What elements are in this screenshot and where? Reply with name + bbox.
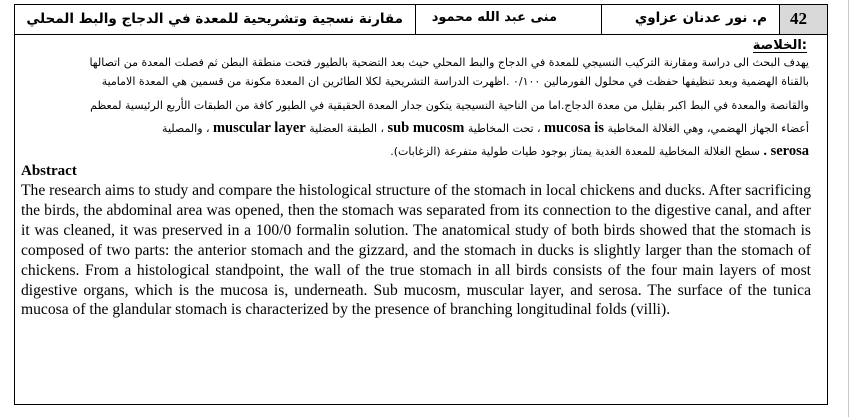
arabic-abstract-line: يهدف البحث الى دراسة ومقارنة التركيب النسيجي للمعدة في الدجاج والبط المحلي حيث بعد التضحية بالطيور فتحت منطقة البطن ثم فصلت المعدة من اتصالها (89, 56, 809, 69)
author-1: م. نور عدنان عزاوي (634, 10, 767, 26)
arabic-abstract-line: بالقناة الهضمية وبعد تنظيفها حفظت في محلول الفورمالين ٠/١٠٠ .اظهرت الدراسة التشريحية لكلا الطائرين ان المعدة مكونة من قسمين هي المعدة الامامية (101, 75, 809, 88)
arabic-text-segment: سطح الغلالة المخاطية للمعدة الغدية يمتاز بوجود طيات طولية متفرعة (الزغابات). (390, 145, 760, 158)
entry-number: 42 (790, 9, 807, 28)
page-edge-rule (848, 0, 849, 417)
arabic-text-segment: ، الطبقة العضلية (309, 122, 385, 135)
author-2-cell (416, 5, 602, 34)
arabic-abstract-line: والقانصة والمعدة في البط اكبر بقليل من معدة الدجاج.اما من الناحية النسيجية يتكون جدار المعدة الحقيقية في الطيور كافة من الطبقات الأربع الرئيسية لمعظم (90, 99, 809, 112)
arabic-abstract-line (162, 120, 809, 137)
arabic-text-segment: أعضاء الجهاز الهضمي، وهي الغلالة المخاطية (607, 122, 809, 135)
english-abstract-body: The research aims to study and compare the histological structure of the stomach in local chickens and ducks. After sacrificing the birds, the abdominal area was opened, then the stomach was separated from its connection to the digestive canal, and after it was cleaned, it was preserved in a 100/0 formalin solution. The anatomical study of both birds showed that the stomach is composed of two parts: the anterior stomach and the gizzard, and the stomach in ducks is slightly larger than the stomach of chickens. From a histological standpoint, the wall of the true stomach in all birds consists of the four main layers of most digestive organs, which is the mucosa is, underneath. Sub mucosm, muscular layer, and serosa. The surface of the tunica mucosa of the glandular stomach is characterized by the presence of branching longitudinal folds (villi). (21, 182, 811, 319)
paper-entry-table (14, 4, 828, 405)
paper-title: مقارنة نسجية وتشريحية للمعدة في الدجاج والبط المحلي (26, 11, 403, 27)
title-cell (15, 5, 416, 34)
term-submucosa: sub mucosm (387, 120, 465, 136)
english-abstract-heading: Abstract (21, 163, 77, 179)
entry-number-cell (780, 5, 827, 34)
arabic-abstract-heading: الخلاصة: (752, 38, 807, 53)
arabic-text-segment: ، والمصلية (162, 122, 210, 135)
term-mucosa: mucosa is (543, 120, 604, 136)
header-row (15, 5, 827, 35)
term-serosa: serosa . (763, 143, 809, 159)
arabic-abstract-line (390, 143, 809, 160)
author-1-cell (602, 5, 780, 34)
author-2: منى عبد الله محمود (431, 10, 557, 25)
arabic-text-segment: ، تحت المخاطية (467, 122, 541, 135)
term-muscular-layer: muscular layer (212, 120, 306, 136)
